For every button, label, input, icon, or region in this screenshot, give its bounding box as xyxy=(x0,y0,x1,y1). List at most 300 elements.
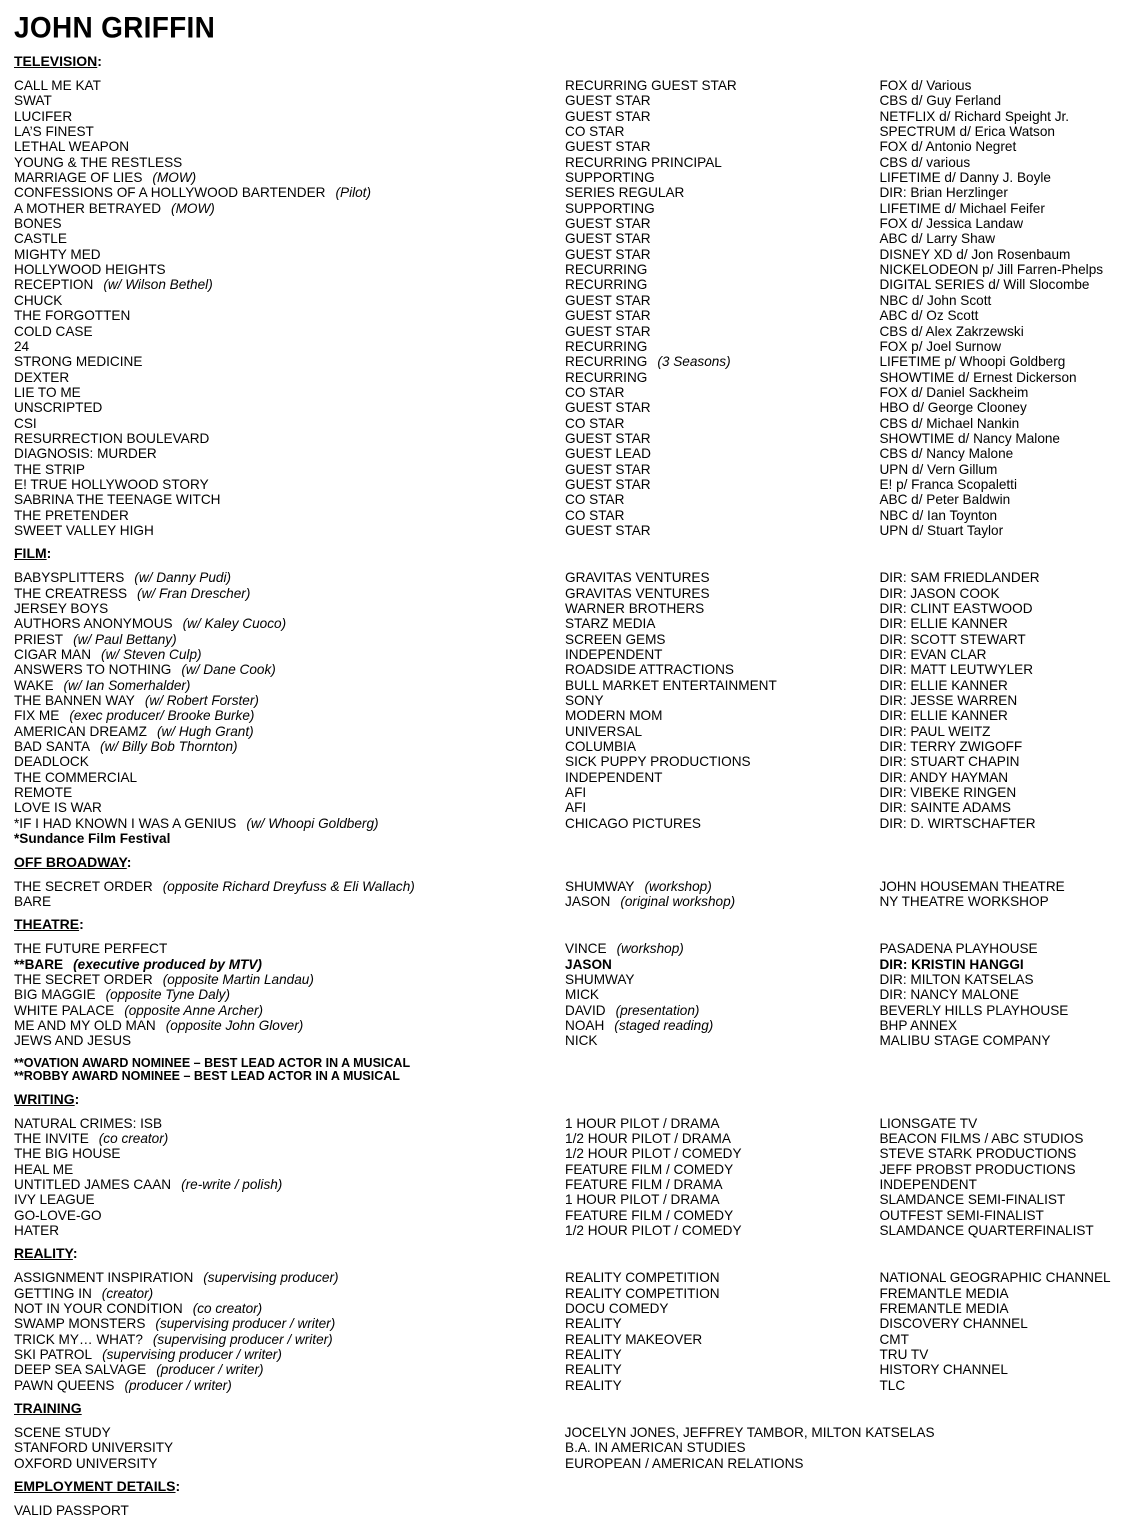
credit-row xyxy=(14,586,1139,601)
credit-title: ASSIGNMENT INSPIRATION xyxy=(14,1270,194,1286)
credit-row xyxy=(14,1033,1139,1048)
credit-title: VALID PASSPORT xyxy=(14,1503,129,1519)
credit-title: HATER xyxy=(14,1223,60,1238)
credit-company xyxy=(879,1503,1139,1518)
credit-title-cell xyxy=(14,770,565,785)
credit-title-cell xyxy=(14,201,565,216)
credit-row xyxy=(14,109,1139,124)
credit-row xyxy=(14,785,1139,800)
credit-note: (re-write / polish) xyxy=(181,1176,283,1192)
credit-title-cell xyxy=(14,523,565,538)
credit-title: PRIEST xyxy=(14,631,64,647)
credit-company: DIR: SCOTT STEWART xyxy=(879,631,1026,647)
section-title xyxy=(14,1245,1139,1262)
credit-title: MARRIAGE OF LIES xyxy=(14,170,143,186)
credit-row xyxy=(14,523,1139,538)
credit-row xyxy=(14,1378,1139,1393)
credit-title: SWAT xyxy=(14,93,52,109)
credit-role-cell xyxy=(565,1332,879,1347)
credit-role-cell xyxy=(565,277,879,292)
credit-row xyxy=(14,201,1139,216)
credit-role: UNIVERSAL xyxy=(565,723,643,739)
credit-role-cell xyxy=(565,570,879,585)
credit-role-cell xyxy=(565,124,879,139)
credit-title: THE SECRET ORDER xyxy=(14,878,153,894)
credit-role: CO STAR xyxy=(565,507,625,523)
credit-row xyxy=(14,339,1139,354)
credit-role-cell xyxy=(565,1116,879,1131)
section-rows xyxy=(14,1270,1139,1393)
credit-role: REALITY MAKEOVER xyxy=(565,1331,703,1347)
credit-row xyxy=(14,632,1139,647)
credit-title-cell xyxy=(14,647,565,662)
credit-company: FOX d/ Daniel Sackheim xyxy=(879,384,1029,400)
credit-company: FOX p/ Joel Surnow xyxy=(879,338,1002,354)
credit-role-cell xyxy=(565,231,879,246)
credit-title: DIAGNOSIS: MURDER xyxy=(14,446,157,462)
credit-role: JASON xyxy=(565,956,612,972)
credit-note: (w/ Billy Bob Thornton) xyxy=(100,739,238,755)
credit-role: RECURRING xyxy=(565,277,648,293)
credit-company: FOX d/ Various xyxy=(879,78,972,93)
credit-note: (w/ Steven Culp) xyxy=(101,647,202,663)
credit-row xyxy=(14,139,1139,154)
credit-row xyxy=(14,324,1139,339)
credit-note: (supervising producer) xyxy=(203,1270,339,1286)
credit-title: GETTING IN xyxy=(14,1285,92,1301)
credit-role-cell xyxy=(565,308,879,323)
credit-title-cell xyxy=(14,293,565,308)
section-footer: *Sundance Film Festival xyxy=(14,831,171,847)
resume-sections xyxy=(14,53,1139,1518)
credit-role: REALITY xyxy=(565,1316,622,1332)
credit-title-cell xyxy=(14,662,565,677)
credit-title-cell xyxy=(14,277,565,292)
credit-role-cell xyxy=(565,616,879,631)
credit-note: (w/ Whoopi Goldberg) xyxy=(246,815,379,831)
credit-company: DIR: MATT LEUTWYLER xyxy=(879,662,1034,678)
credit-row xyxy=(14,247,1139,262)
credit-row xyxy=(14,1425,1139,1440)
credit-title: LA’S FINEST xyxy=(14,124,94,140)
credit-role: MICK xyxy=(565,987,599,1003)
credit-title: RECEPTION xyxy=(14,277,94,293)
credit-note: (creator) xyxy=(101,1285,154,1301)
credit-title-cell xyxy=(14,1146,565,1161)
credit-company: LIFETIME d/ Danny J. Boyle xyxy=(879,170,1051,186)
credit-row xyxy=(14,155,1139,170)
credit-title-cell xyxy=(14,231,565,246)
credit-note: (MOW) xyxy=(171,200,215,216)
credit-role-cell xyxy=(565,185,879,200)
credit-company: SLAMDANCE QUARTERFINALIST xyxy=(879,1223,1094,1238)
section-title-colon: : xyxy=(97,53,102,69)
credit-title: DEXTER xyxy=(14,369,70,385)
credit-role-cell xyxy=(565,1162,879,1177)
credit-title-cell xyxy=(14,170,565,185)
credit-role-cell xyxy=(565,431,879,446)
credit-company xyxy=(879,1456,1139,1471)
credit-title-cell xyxy=(14,262,565,277)
credit-note: (co creator) xyxy=(192,1301,263,1317)
credit-row xyxy=(14,879,1139,894)
credit-title-cell xyxy=(14,139,565,154)
credit-company: DIR: ELLIE KANNER xyxy=(879,616,1008,632)
credit-title: THE INVITE xyxy=(14,1130,89,1146)
credit-company: MALIBU STAGE COMPANY xyxy=(879,1033,1051,1049)
resume-section xyxy=(14,854,1139,910)
credit-title-cell xyxy=(14,1347,565,1362)
credit-title-cell xyxy=(14,185,565,200)
credit-company: LIONSGATE TV xyxy=(879,1115,978,1131)
credit-title-cell xyxy=(14,785,565,800)
credit-company: HBO d/ George Clooney xyxy=(879,400,1027,416)
credit-note: (opposite John Glover) xyxy=(165,1017,304,1033)
credit-row xyxy=(14,1316,1139,1331)
credit-role-cell xyxy=(565,739,879,754)
credit-title-cell xyxy=(14,93,565,108)
credit-title: PAWN QUEENS xyxy=(14,1377,115,1393)
credit-role-cell xyxy=(565,201,879,216)
credit-row xyxy=(14,431,1139,446)
credit-role-cell xyxy=(565,1286,879,1301)
credit-row xyxy=(14,1347,1139,1362)
credit-role: GUEST STAR xyxy=(565,323,651,339)
credit-role-cell xyxy=(565,354,879,369)
section-title xyxy=(14,1478,1139,1495)
credit-role-cell xyxy=(565,508,879,523)
credit-role-cell xyxy=(565,1223,879,1238)
credit-role-cell xyxy=(565,339,879,354)
credit-role-cell xyxy=(565,78,879,93)
credit-title-cell xyxy=(14,400,565,415)
credit-title: THE SECRET ORDER xyxy=(14,971,153,987)
credit-role-cell xyxy=(565,370,879,385)
credit-note: (w/ Kaley Cuoco) xyxy=(182,616,287,632)
credit-row xyxy=(14,446,1139,461)
credit-company: PASADENA PLAYHOUSE xyxy=(879,941,1038,957)
credit-role: INDEPENDENT xyxy=(565,647,663,663)
credit-company: DIR: ANDY HAYMAN xyxy=(879,769,1009,785)
credit-title-cell xyxy=(14,247,565,262)
resume-section xyxy=(14,545,1139,846)
credit-role: ROADSIDE ATTRACTIONS xyxy=(565,662,734,678)
credit-title-cell xyxy=(14,1223,565,1238)
credit-role: SHUMWAY xyxy=(565,878,635,894)
credit-role-cell xyxy=(565,601,879,616)
credit-role-cell xyxy=(565,724,879,739)
credit-company: ABC d/ Peter Baldwin xyxy=(879,492,1011,508)
credit-company: CBS d/ Alex Zakrzewski xyxy=(879,323,1024,339)
credit-company: UPN d/ Vern Gillum xyxy=(879,461,998,477)
credit-company: TLC xyxy=(879,1377,906,1393)
credit-title: SWAMP MONSTERS xyxy=(14,1316,146,1332)
section-title xyxy=(14,1400,1139,1417)
credit-row xyxy=(14,277,1139,292)
credit-company: NBC d/ Ian Toynton xyxy=(879,507,998,523)
section-title xyxy=(14,854,1139,871)
credit-role-cell xyxy=(565,879,879,894)
credit-company: JEFF PROBST PRODUCTIONS xyxy=(879,1161,1076,1177)
credit-company: ABC d/ Larry Shaw xyxy=(879,231,996,247)
credit-row xyxy=(14,508,1139,523)
credit-company: DIR: MILTON KATSELAS xyxy=(879,971,1034,987)
credit-company: CBS d/ Michael Nankin xyxy=(879,415,1020,431)
credit-title: DEEP SEA SALVAGE xyxy=(14,1362,147,1378)
credit-role-note: (workshop) xyxy=(616,941,684,957)
credit-note: (producer / writer) xyxy=(156,1362,264,1378)
credit-role-cell xyxy=(565,1192,879,1207)
credit-role: 1/2 HOUR PILOT / DRAMA xyxy=(565,1130,731,1146)
credit-role: RECURRING xyxy=(565,354,648,370)
credit-title: FIX ME xyxy=(14,708,60,724)
credit-title-cell xyxy=(14,678,565,693)
credit-title: WAKE xyxy=(14,677,54,693)
credit-company: BEVERLY HILLS PLAYHOUSE xyxy=(879,1002,1069,1018)
credit-title: MIGHTY MED xyxy=(14,246,101,262)
credit-title: HEAL ME xyxy=(14,1161,74,1177)
credit-role-cell xyxy=(565,1003,879,1018)
credit-title: DEADLOCK xyxy=(14,754,89,770)
credit-note: (w/ Ian Somerhalder) xyxy=(63,677,191,693)
credit-row xyxy=(14,570,1139,585)
section-title-text: TELEVISION xyxy=(14,53,98,69)
section-rows xyxy=(14,1116,1139,1239)
credit-role: GUEST STAR xyxy=(565,93,651,109)
credit-row xyxy=(14,800,1139,815)
credit-title: WHITE PALACE xyxy=(14,1002,115,1018)
resume-section xyxy=(14,53,1139,538)
credit-title: OXFORD UNIVERSITY xyxy=(14,1455,158,1471)
credit-note: (supervising producer / writer) xyxy=(152,1331,333,1347)
credit-company: SHOWTIME d/ Nancy Malone xyxy=(879,430,1060,446)
credit-title-cell xyxy=(14,894,565,909)
credit-title-cell xyxy=(14,109,565,124)
credit-title: E! TRUE HOLLYWOOD STORY xyxy=(14,476,209,492)
credit-title: NOT IN YOUR CONDITION xyxy=(14,1301,183,1317)
credit-row xyxy=(14,894,1139,909)
credit-note: (w/ Paul Bettany) xyxy=(73,631,177,647)
credit-title-cell xyxy=(14,1192,565,1207)
credit-note: (w/ Dane Cook) xyxy=(181,662,276,678)
credit-title: AUTHORS ANONYMOUS xyxy=(14,616,173,632)
credit-company: DIR: TERRY ZWIGOFF xyxy=(879,739,1023,755)
credit-title-cell xyxy=(14,1018,565,1033)
credit-role: CO STAR xyxy=(565,415,625,431)
credit-note: (producer / writer) xyxy=(124,1377,232,1393)
credit-role-cell xyxy=(565,1362,879,1377)
credit-title-cell xyxy=(14,879,565,894)
credit-title-cell xyxy=(14,492,565,507)
credit-row xyxy=(14,770,1139,785)
credit-role: REALITY xyxy=(565,1347,622,1363)
credit-title-cell xyxy=(14,508,565,523)
credit-title-cell xyxy=(14,155,565,170)
credit-role-note: (3 Seasons) xyxy=(657,354,731,370)
credit-role: RECURRING PRINCIPAL xyxy=(565,154,722,170)
credit-role-cell xyxy=(565,1301,879,1316)
credit-role-cell xyxy=(565,1131,879,1146)
credit-row xyxy=(14,662,1139,677)
credit-row xyxy=(14,1131,1139,1146)
credit-company: FREMANTLE MEDIA xyxy=(879,1285,1009,1301)
credit-role: GUEST STAR xyxy=(565,246,651,262)
credit-row xyxy=(14,78,1139,93)
section-title-colon: : xyxy=(126,853,132,870)
credit-company: NATIONAL GEOGRAPHIC CHANNEL xyxy=(879,1270,1111,1286)
credit-row xyxy=(14,170,1139,185)
credit-role: CO STAR xyxy=(565,124,625,140)
credit-row xyxy=(14,1177,1139,1192)
credit-role: DAVID xyxy=(565,1002,606,1018)
credit-role: GUEST STAR xyxy=(565,430,651,446)
credit-title: THE BIG HOUSE xyxy=(14,1146,121,1162)
section-title xyxy=(14,53,1139,70)
credit-role-note: (original workshop) xyxy=(620,893,736,909)
credit-title: AMERICAN DREAMZ xyxy=(14,723,147,739)
section-rows xyxy=(14,1425,1139,1471)
credit-row xyxy=(14,354,1139,369)
credit-role: NICK xyxy=(565,1033,598,1049)
credit-company: DIR: D. WIRTSCHAFTER xyxy=(879,815,1036,831)
section-title-colon: : xyxy=(79,916,84,933)
credit-company: BHP ANNEX xyxy=(879,1017,958,1033)
credit-role: RECURRING xyxy=(565,369,648,385)
credit-row xyxy=(14,262,1139,277)
credit-role-cell xyxy=(565,1440,879,1455)
credit-role: GUEST STAR xyxy=(565,476,651,492)
credit-title: REMOTE xyxy=(14,785,73,801)
credit-title-cell xyxy=(14,1033,565,1048)
credit-title: UNSCRIPTED xyxy=(14,400,103,416)
credit-title-cell xyxy=(14,339,565,354)
credit-row xyxy=(14,370,1139,385)
section-title-colon: : xyxy=(72,1245,78,1262)
credit-title-cell xyxy=(14,1177,565,1192)
credit-role: 1 HOUR PILOT / DRAMA xyxy=(565,1115,720,1131)
credit-title-cell xyxy=(14,1003,565,1018)
credit-role: RECURRING xyxy=(565,338,648,354)
credit-company: DIR: SAINTE ADAMS xyxy=(879,800,1011,816)
credit-role: FEATURE FILM / COMEDY xyxy=(565,1207,734,1223)
credit-company: FREMANTLE MEDIA xyxy=(879,1301,1009,1317)
credit-title-cell xyxy=(14,462,565,477)
credit-role: GUEST STAR xyxy=(565,108,651,124)
credit-note: (w/ Wilson Bethel) xyxy=(103,277,213,293)
credit-row xyxy=(14,601,1139,616)
section-rows xyxy=(14,1503,1139,1518)
credit-role-note: (presentation) xyxy=(615,1002,700,1018)
credit-title: CIGAR MAN xyxy=(14,647,92,663)
credit-title: SABRINA THE TEENAGE WITCH xyxy=(14,492,221,508)
credit-company: DIR: CLINT EASTWOOD xyxy=(879,601,1033,616)
credit-company: DIR: EVAN CLAR xyxy=(879,647,987,663)
credit-role: EUROPEAN / AMERICAN RELATIONS xyxy=(565,1455,804,1471)
resume-section xyxy=(14,1478,1139,1518)
credit-company: DIR: JESSE WARREN xyxy=(879,693,1018,709)
credit-company: DIR: ELLIE KANNER xyxy=(879,677,1008,693)
credit-company: DIR: KRISTIN HANGGI xyxy=(879,956,1024,972)
credit-role: FEATURE FILM / COMEDY xyxy=(565,1161,734,1177)
section-title xyxy=(14,545,1139,562)
credit-role-cell xyxy=(565,770,879,785)
credit-title: CONFESSIONS OF A HOLLYWOOD BARTENDER xyxy=(14,185,326,201)
credit-role-cell xyxy=(565,1347,879,1362)
section-title-text: FILM xyxy=(14,545,47,562)
credit-role: BULL MARKET ENTERTAINMENT xyxy=(565,677,777,693)
credit-company: DISNEY XD d/ Jon Rosenbaum xyxy=(879,246,1071,262)
credit-row xyxy=(14,972,1139,987)
credit-title: THE FUTURE PERFECT xyxy=(14,941,168,957)
credit-role-cell xyxy=(565,477,879,492)
credit-role: REALITY xyxy=(565,1362,622,1378)
credit-role-cell xyxy=(565,987,879,1002)
credit-company: DIR: JASON COOK xyxy=(879,585,1000,601)
credit-row xyxy=(14,216,1139,231)
credit-role: CHICAGO PICTURES xyxy=(565,815,701,831)
section-title xyxy=(14,1091,1139,1108)
credit-company: BEACON FILMS / ABC STUDIOS xyxy=(879,1130,1084,1146)
credit-title: LUCIFER xyxy=(14,108,73,124)
resume-section xyxy=(14,1245,1139,1393)
credit-row xyxy=(14,1192,1139,1207)
credit-role-cell xyxy=(565,957,879,972)
credit-title-cell xyxy=(14,1440,565,1455)
credit-title-cell xyxy=(14,1456,565,1471)
credit-company: NICKELODEON p/ Jill Farren-Phelps xyxy=(879,262,1104,278)
section-title-text: THEATRE xyxy=(14,916,80,933)
credit-title: NATURAL CRIMES: ISB xyxy=(14,1115,163,1131)
credit-role: GUEST STAR xyxy=(565,231,651,247)
credit-role-cell xyxy=(565,247,879,262)
credit-title: 24 xyxy=(14,338,30,354)
credit-role-note: (staged reading) xyxy=(614,1017,714,1033)
credit-role: B.A. IN AMERICAN STUDIES xyxy=(565,1440,746,1456)
credit-title: CALL ME KAT xyxy=(14,78,101,93)
credit-company: NETFLIX d/ Richard Speight Jr. xyxy=(879,108,1070,124)
resume-section xyxy=(14,1400,1139,1471)
credit-company: CBS d/ Nancy Malone xyxy=(879,446,1014,462)
credit-company: DIGITAL SERIES d/ Will Slocombe xyxy=(879,277,1090,293)
credit-role: COLUMBIA xyxy=(565,739,637,755)
credit-role-cell xyxy=(565,139,879,154)
credit-role-cell xyxy=(565,972,879,987)
credit-role: NOAH xyxy=(565,1017,605,1033)
credit-role: SUPPORTING xyxy=(565,200,655,216)
credit-company: OUTFEST SEMI-FINALIST xyxy=(879,1207,1044,1223)
credit-note: (executive produced by MTV) xyxy=(73,956,262,972)
credit-role: GUEST STAR xyxy=(565,461,651,477)
section-title-text: WRITING xyxy=(14,1090,75,1107)
credit-role-cell xyxy=(565,894,879,909)
section-title-text: OFF BROADWAY xyxy=(14,853,127,870)
credit-row xyxy=(14,293,1139,308)
credit-row xyxy=(14,941,1139,956)
credit-title-cell xyxy=(14,370,565,385)
credit-row xyxy=(14,492,1139,507)
credit-title-cell xyxy=(14,800,565,815)
credit-company: DIR: Brian Herzlinger xyxy=(879,185,1008,201)
credit-role: GUEST STAR xyxy=(565,139,651,155)
credit-company: FOX d/ Jessica Landaw xyxy=(879,216,1024,232)
credit-role: JOCELYN JONES, JEFFREY TAMBOR, MILTON KATSELAS xyxy=(564,1425,935,1441)
credit-row xyxy=(14,1208,1139,1223)
credit-role: SCREEN GEMS xyxy=(565,631,666,647)
credit-note: (MOW) xyxy=(152,170,197,186)
credit-title-cell xyxy=(14,708,565,723)
credit-role: DOCU COMEDY xyxy=(565,1301,669,1317)
credit-role-cell xyxy=(565,586,879,601)
